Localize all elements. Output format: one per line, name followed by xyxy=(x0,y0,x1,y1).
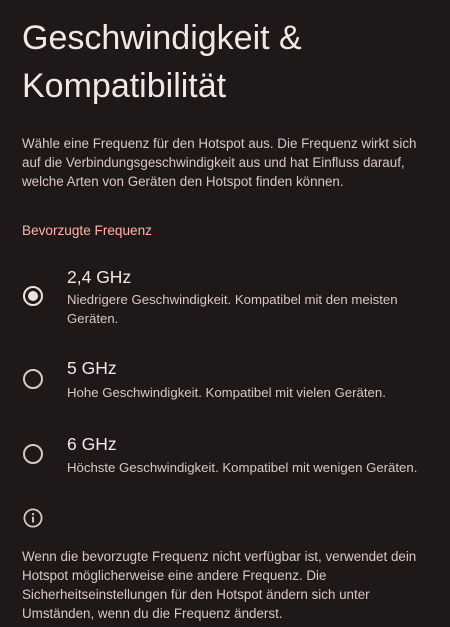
option-title-2-4-ghz: 2,4 GHz xyxy=(67,267,132,287)
radio-button-6-ghz[interactable] xyxy=(23,444,43,464)
option-summary-5-ghz: Hohe Geschwindigkeit. Kompatibel mit vielen Geräten. xyxy=(67,385,386,400)
option-6-ghz[interactable] xyxy=(0,428,450,484)
info-icon xyxy=(23,508,43,528)
option-5-ghz[interactable] xyxy=(0,352,450,406)
radio-button-5-ghz[interactable] xyxy=(23,369,43,389)
footer-note: Wenn die bevorzugte Frequenz nicht verfügbar ist, verwendet dein Hotspot möglicherweise eine andere Frequenz. Die Sicherheitseinstellungen für den Hotspot ändern sich unter Umständen, wenn du die Frequenz änderst. xyxy=(22,549,417,621)
option-2-4-ghz[interactable] xyxy=(0,262,450,332)
option-title-6-ghz: 6 GHz xyxy=(67,434,117,454)
radio-button-2-4-ghz[interactable] xyxy=(23,286,43,306)
option-summary-2-4-ghz: Niedrigere Geschwindigkeit. Kompatibel mit den meisten Geräten. xyxy=(67,292,398,326)
page-title: Geschwindigkeit & Kompatibilität xyxy=(22,19,302,105)
option-summary-6-ghz: Höchste Geschwindigkeit. Kompatibel mit wenigen Geräten. xyxy=(67,460,418,475)
option-title-5-ghz: 5 GHz xyxy=(67,358,117,378)
page-description: Wähle eine Frequenz für den Hotspot aus. Die Frequenz wirkt sich auf die Verbindungsgeschwindigkeit aus und hat Einfluss darauf, welche Arten von Geräten den Hotspot finden können. xyxy=(22,136,417,189)
preferred-frequency-header: Bevorzugte Frequenz xyxy=(22,223,152,238)
